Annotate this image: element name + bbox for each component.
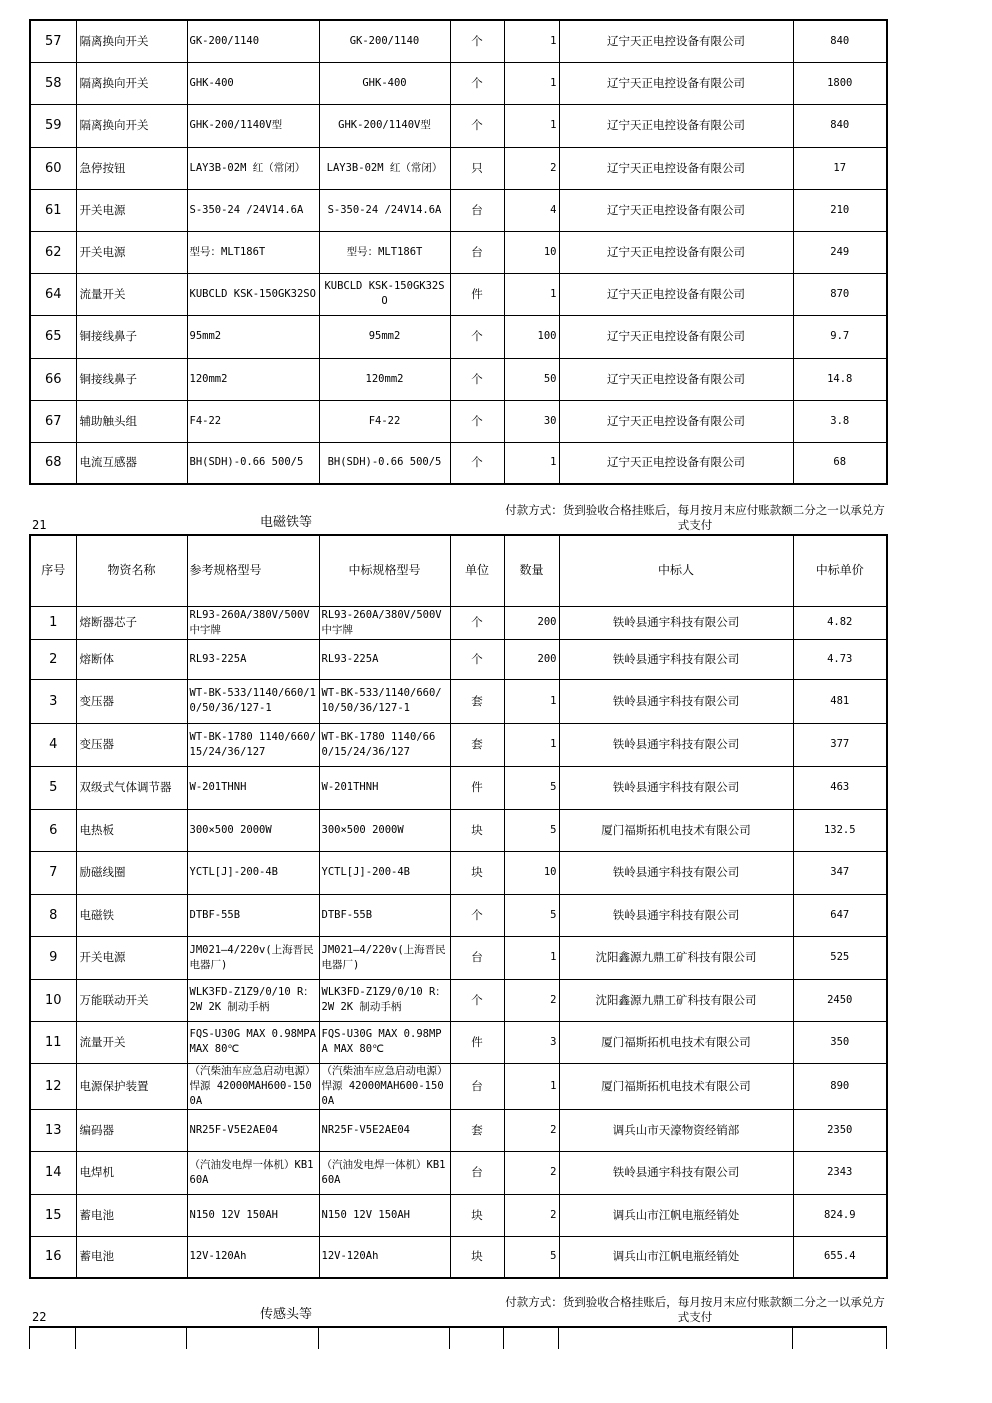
row-number: 57 bbox=[30, 20, 76, 62]
header-winner: 中标人 bbox=[559, 535, 793, 606]
table-row bbox=[30, 723, 887, 766]
winning-bidder: 沈阳鑫源九鼎工矿科技有限公司 bbox=[559, 979, 793, 1021]
table-row bbox=[30, 104, 887, 147]
winning-bidder: 铁岭县通宇科技有限公司 bbox=[559, 723, 793, 766]
ref-spec: BH(SDH)-0.66 500/5 bbox=[187, 442, 319, 484]
quantity: 1 bbox=[504, 723, 559, 766]
bid-spec: BH(SDH)-0.66 500/5 bbox=[319, 442, 450, 484]
quantity: 50 bbox=[504, 358, 559, 400]
header-bid-spec: 中标规格型号 bbox=[319, 535, 450, 606]
bid-spec: KUBCLD KSK-150GK32SO bbox=[319, 273, 450, 315]
bid-spec: YCTL[J]-200-4B bbox=[319, 851, 450, 894]
ref-spec: （汽柴油车应急启动电源）悍源 42000MAH600-1500A bbox=[187, 1063, 319, 1109]
winning-bidder: 铁岭县通宇科技有限公司 bbox=[559, 679, 793, 723]
bid-spec: F4-22 bbox=[319, 400, 450, 442]
ref-spec: F4-22 bbox=[187, 400, 319, 442]
unit-price: 347 bbox=[793, 851, 887, 894]
winning-bidder: 厦门福斯拓机电技术有限公司 bbox=[559, 809, 793, 851]
item-name: 变压器 bbox=[76, 723, 187, 766]
ref-spec: NR25F-V5E2AE04 bbox=[187, 1109, 319, 1151]
unit-price: 463 bbox=[793, 766, 887, 809]
unit: 个 bbox=[450, 894, 504, 936]
ref-spec: RL93-225A bbox=[187, 639, 319, 679]
unit-price: 3.8 bbox=[793, 400, 887, 442]
quantity: 1 bbox=[504, 104, 559, 147]
item-name: 熔断体 bbox=[76, 639, 187, 679]
table-row bbox=[30, 894, 887, 936]
quantity: 4 bbox=[504, 189, 559, 231]
bid-spec: WLK3FD-Z1Z9/0/10 R：2W 2K 制动手柄 bbox=[319, 979, 450, 1021]
table-row bbox=[30, 936, 887, 979]
quantity: 2 bbox=[504, 1194, 559, 1236]
winning-bidder: 辽宁天正电控设备有限公司 bbox=[559, 62, 793, 104]
table-row bbox=[30, 1109, 887, 1151]
quantity: 3 bbox=[504, 1021, 559, 1063]
unit: 件 bbox=[450, 766, 504, 809]
table-row bbox=[30, 1151, 887, 1194]
unit: 台 bbox=[450, 1063, 504, 1109]
bid-spec: （汽柴油车应急启动电源）悍源 42000MAH600-1500A bbox=[319, 1063, 450, 1109]
unit: 台 bbox=[450, 189, 504, 231]
unit-price: 4.73 bbox=[793, 639, 887, 679]
item-name: 变压器 bbox=[76, 679, 187, 723]
quantity: 10 bbox=[504, 231, 559, 273]
header-no: 序号 bbox=[30, 535, 76, 606]
unit-price: 647 bbox=[793, 894, 887, 936]
row-number: 7 bbox=[30, 851, 76, 894]
row-number: 9 bbox=[30, 936, 76, 979]
unit-price: 840 bbox=[793, 20, 887, 62]
quantity: 5 bbox=[504, 894, 559, 936]
unit-price: 870 bbox=[793, 273, 887, 315]
bid-spec: W-201THNH bbox=[319, 766, 450, 809]
unit-price: 377 bbox=[793, 723, 887, 766]
ref-spec: LAY3B-02M 红（常闭） bbox=[187, 147, 319, 189]
unit-price: 17 bbox=[793, 147, 887, 189]
unit: 套 bbox=[450, 679, 504, 723]
row-number: 11 bbox=[30, 1021, 76, 1063]
ref-spec: 95mm2 bbox=[187, 315, 319, 358]
quantity: 30 bbox=[504, 400, 559, 442]
quantity: 200 bbox=[504, 639, 559, 679]
row-number: 5 bbox=[30, 766, 76, 809]
item-name: 蓄电池 bbox=[76, 1194, 187, 1236]
procurement-table-20 bbox=[29, 19, 888, 485]
unit-price: 132.5 bbox=[793, 809, 887, 851]
winning-bidder: 辽宁天正电控设备有限公司 bbox=[559, 400, 793, 442]
item-name: 电焊机 bbox=[76, 1151, 187, 1194]
table-row bbox=[30, 400, 887, 442]
unit-price: 824.9 bbox=[793, 1194, 887, 1236]
item-name: 开关电源 bbox=[76, 231, 187, 273]
item-name: 开关电源 bbox=[76, 189, 187, 231]
bid-spec: FQS-U30G MAX 0.98MPA MAX 80℃ bbox=[319, 1021, 450, 1063]
header-name: 物资名称 bbox=[76, 535, 187, 606]
quantity: 2 bbox=[504, 147, 559, 189]
row-number: 12 bbox=[30, 1063, 76, 1109]
unit: 个 bbox=[450, 315, 504, 358]
quantity: 2 bbox=[504, 1151, 559, 1194]
unit: 块 bbox=[450, 809, 504, 851]
item-name: 电流互感器 bbox=[76, 442, 187, 484]
unit: 块 bbox=[450, 851, 504, 894]
table-row bbox=[30, 442, 887, 484]
bid-spec: GHK-200/1140V型 bbox=[319, 104, 450, 147]
unit: 个 bbox=[450, 20, 504, 62]
bid-spec: JM021—4/220v(上海晋民电器厂) bbox=[319, 936, 450, 979]
item-name: 辅助触头组 bbox=[76, 400, 187, 442]
unit: 个 bbox=[450, 62, 504, 104]
bid-spec: 型号：MLT186T bbox=[319, 231, 450, 273]
quantity: 1 bbox=[504, 442, 559, 484]
bid-spec: N150 12V 150AH bbox=[319, 1194, 450, 1236]
item-name: 急停按钮 bbox=[76, 147, 187, 189]
item-name: 蓄电池 bbox=[76, 1236, 187, 1278]
bid-spec: GK-200/1140 bbox=[319, 20, 450, 62]
quantity: 1 bbox=[504, 62, 559, 104]
row-number: 10 bbox=[30, 979, 76, 1021]
winning-bidder: 辽宁天正电控设备有限公司 bbox=[559, 147, 793, 189]
bid-spec: 12V-120Ah bbox=[319, 1236, 450, 1278]
table-row bbox=[30, 20, 887, 62]
bid-spec: GHK-400 bbox=[319, 62, 450, 104]
unit: 个 bbox=[450, 400, 504, 442]
unit-price: 350 bbox=[793, 1021, 887, 1063]
ref-spec: S-350-24 /24V14.6A bbox=[187, 189, 319, 231]
unit: 个 bbox=[450, 442, 504, 484]
ref-spec: WT-BK-533/1140/660/10/50/36/127-1 bbox=[187, 679, 319, 723]
winning-bidder: 辽宁天正电控设备有限公司 bbox=[559, 315, 793, 358]
unit-price: 249 bbox=[793, 231, 887, 273]
item-name: 开关电源 bbox=[76, 936, 187, 979]
unit: 个 bbox=[450, 639, 504, 679]
item-name: 铜接线鼻子 bbox=[76, 315, 187, 358]
unit: 只 bbox=[450, 147, 504, 189]
bid-spec: （汽油发电焊一体机）KB160A bbox=[319, 1151, 450, 1194]
winning-bidder: 铁岭县通宇科技有限公司 bbox=[559, 766, 793, 809]
ref-spec: （汽油发电焊一体机）KB160A bbox=[187, 1151, 319, 1194]
header-ref-spec: 参考规格型号 bbox=[187, 535, 319, 606]
winning-bidder: 厦门福斯拓机电技术有限公司 bbox=[559, 1063, 793, 1109]
unit-price: 890 bbox=[793, 1063, 887, 1109]
winning-bidder: 铁岭县通宇科技有限公司 bbox=[559, 851, 793, 894]
row-number: 58 bbox=[30, 62, 76, 104]
quantity: 1 bbox=[504, 273, 559, 315]
unit-price: 2450 bbox=[793, 979, 887, 1021]
table-row bbox=[30, 147, 887, 189]
ref-spec: 型号：MLT186T bbox=[187, 231, 319, 273]
row-number: 4 bbox=[30, 723, 76, 766]
table-row bbox=[30, 606, 887, 639]
unit-price: 9.7 bbox=[793, 315, 887, 358]
table-row bbox=[30, 979, 887, 1021]
unit-price: 14.8 bbox=[793, 358, 887, 400]
unit: 个 bbox=[450, 104, 504, 147]
winning-bidder: 铁岭县通宇科技有限公司 bbox=[559, 606, 793, 639]
bid-spec: WT-BK-1780 1140/660/15/24/36/127 bbox=[319, 723, 450, 766]
bid-spec: WT-BK-533/1140/660/10/50/36/127-1 bbox=[319, 679, 450, 723]
ref-spec: RL93-260A/380V/500V 中宇牌 bbox=[187, 606, 319, 639]
ref-spec: DTBF-55B bbox=[187, 894, 319, 936]
table-row bbox=[30, 62, 887, 104]
bid-spec: 95mm2 bbox=[319, 315, 450, 358]
row-number: 1 bbox=[30, 606, 76, 639]
item-name: 励磁线圈 bbox=[76, 851, 187, 894]
unit: 个 bbox=[450, 979, 504, 1021]
table-header-row bbox=[30, 535, 887, 606]
item-name: 双级式气体调节器 bbox=[76, 766, 187, 809]
item-name: 万能联动开关 bbox=[76, 979, 187, 1021]
row-number: 66 bbox=[30, 358, 76, 400]
table-row bbox=[30, 851, 887, 894]
row-number: 62 bbox=[30, 231, 76, 273]
row-number: 65 bbox=[30, 315, 76, 358]
item-name: 隔离换向开关 bbox=[76, 104, 187, 147]
unit: 台 bbox=[450, 936, 504, 979]
ref-spec: WT-BK-1780 1140/660/15/24/36/127 bbox=[187, 723, 319, 766]
ref-spec: W-201THNH bbox=[187, 766, 319, 809]
ref-spec: WLK3FD-Z1Z9/0/10 R：2W 2K 制动手柄 bbox=[187, 979, 319, 1021]
winning-bidder: 铁岭县通宇科技有限公司 bbox=[559, 1151, 793, 1194]
quantity: 200 bbox=[504, 606, 559, 639]
row-number: 68 bbox=[30, 442, 76, 484]
table-row bbox=[30, 809, 887, 851]
table-row bbox=[30, 1236, 887, 1278]
winning-bidder: 沈阳鑫源九鼎工矿科技有限公司 bbox=[559, 936, 793, 979]
payment-terms: 付款方式：货到验收合格挂账后，每月按月末应付账款额二分之一以承兑方式支付 bbox=[505, 503, 885, 532]
ref-spec: 12V-120Ah bbox=[187, 1236, 319, 1278]
section-number: 22 bbox=[32, 1310, 47, 1324]
table-header-row bbox=[30, 1327, 887, 1349]
unit: 个 bbox=[450, 606, 504, 639]
winning-bidder: 辽宁天正电控设备有限公司 bbox=[559, 189, 793, 231]
section-title: 电磁铁等 bbox=[260, 515, 313, 530]
winning-bidder: 辽宁天正电控设备有限公司 bbox=[559, 442, 793, 484]
unit-price: 481 bbox=[793, 679, 887, 723]
unit-price: 840 bbox=[793, 104, 887, 147]
ref-spec: N150 12V 150AH bbox=[187, 1194, 319, 1236]
unit-price: 525 bbox=[793, 936, 887, 979]
header-qty: 数量 bbox=[504, 535, 559, 606]
table-row bbox=[30, 231, 887, 273]
winning-bidder: 调兵山市江帆电瓶经销处 bbox=[559, 1236, 793, 1278]
row-number: 6 bbox=[30, 809, 76, 851]
table-row bbox=[30, 1194, 887, 1236]
ref-spec: GHK-200/1140V型 bbox=[187, 104, 319, 147]
table-row bbox=[30, 315, 887, 358]
winning-bidder: 辽宁天正电控设备有限公司 bbox=[559, 273, 793, 315]
bid-spec: 300×500 2000W bbox=[319, 809, 450, 851]
bid-spec: NR25F-V5E2AE04 bbox=[319, 1109, 450, 1151]
quantity: 5 bbox=[504, 766, 559, 809]
item-name: 电热板 bbox=[76, 809, 187, 851]
unit: 套 bbox=[450, 1109, 504, 1151]
ref-spec: YCTL[J]-200-4B bbox=[187, 851, 319, 894]
table-row bbox=[30, 679, 887, 723]
quantity: 1 bbox=[504, 936, 559, 979]
winning-bidder: 铁岭县通宇科技有限公司 bbox=[559, 639, 793, 679]
unit: 块 bbox=[450, 1194, 504, 1236]
table-row bbox=[30, 1063, 887, 1109]
quantity: 1 bbox=[504, 20, 559, 62]
ref-spec: GK-200/1140 bbox=[187, 20, 319, 62]
quantity: 5 bbox=[504, 809, 559, 851]
table-row bbox=[30, 639, 887, 679]
header-price: 中标单价 bbox=[793, 535, 887, 606]
bid-spec: LAY3B-02M 红（常闭） bbox=[319, 147, 450, 189]
item-name: 流量开关 bbox=[76, 273, 187, 315]
winning-bidder: 辽宁天正电控设备有限公司 bbox=[559, 231, 793, 273]
winning-bidder: 辽宁天正电控设备有限公司 bbox=[559, 104, 793, 147]
bid-spec: RL93-260A/380V/500V 中宇牌 bbox=[319, 606, 450, 639]
ref-spec: 300×500 2000W bbox=[187, 809, 319, 851]
row-number: 2 bbox=[30, 639, 76, 679]
row-number: 13 bbox=[30, 1109, 76, 1151]
unit: 台 bbox=[450, 231, 504, 273]
unit-price: 2350 bbox=[793, 1109, 887, 1151]
ref-spec: FQS-U30G MAX 0.98MPA MAX 80℃ bbox=[187, 1021, 319, 1063]
winning-bidder: 铁岭县通宇科技有限公司 bbox=[559, 894, 793, 936]
ref-spec: 120mm2 bbox=[187, 358, 319, 400]
ref-spec: GHK-400 bbox=[187, 62, 319, 104]
quantity: 2 bbox=[504, 979, 559, 1021]
item-name: 隔离换向开关 bbox=[76, 62, 187, 104]
unit-price: 655.4 bbox=[793, 1236, 887, 1278]
bid-spec: RL93-225A bbox=[319, 639, 450, 679]
unit-price: 2343 bbox=[793, 1151, 887, 1194]
row-number: 16 bbox=[30, 1236, 76, 1278]
quantity: 1 bbox=[504, 679, 559, 723]
bid-spec: 120mm2 bbox=[319, 358, 450, 400]
item-name: 流量开关 bbox=[76, 1021, 187, 1063]
row-number: 64 bbox=[30, 273, 76, 315]
unit-price: 1800 bbox=[793, 62, 887, 104]
winning-bidder: 辽宁天正电控设备有限公司 bbox=[559, 358, 793, 400]
row-number: 14 bbox=[30, 1151, 76, 1194]
quantity: 5 bbox=[504, 1236, 559, 1278]
bid-spec: S-350-24 /24V14.6A bbox=[319, 189, 450, 231]
unit: 块 bbox=[450, 1236, 504, 1278]
item-name: 编码器 bbox=[76, 1109, 187, 1151]
row-number: 3 bbox=[30, 679, 76, 723]
winning-bidder: 调兵山市天濠物资经销部 bbox=[559, 1109, 793, 1151]
unit: 件 bbox=[450, 273, 504, 315]
quantity: 10 bbox=[504, 851, 559, 894]
row-number: 15 bbox=[30, 1194, 76, 1236]
payment-terms: 付款方式：货到验收合格挂账后，每月按月末应付账款额二分之一以承兑方式支付 bbox=[505, 1295, 885, 1324]
item-name: 电源保护装置 bbox=[76, 1063, 187, 1109]
unit-price: 210 bbox=[793, 189, 887, 231]
item-name: 熔断器芯子 bbox=[76, 606, 187, 639]
header-unit: 单位 bbox=[450, 535, 504, 606]
table-row bbox=[30, 1021, 887, 1063]
table-row bbox=[30, 358, 887, 400]
table-row bbox=[30, 189, 887, 231]
section-number: 21 bbox=[32, 518, 47, 532]
table-row bbox=[30, 766, 887, 809]
winning-bidder: 厦门福斯拓机电技术有限公司 bbox=[559, 1021, 793, 1063]
quantity: 100 bbox=[504, 315, 559, 358]
item-name: 电磁铁 bbox=[76, 894, 187, 936]
bid-spec: DTBF-55B bbox=[319, 894, 450, 936]
row-number: 60 bbox=[30, 147, 76, 189]
unit-price: 68 bbox=[793, 442, 887, 484]
item-name: 铜接线鼻子 bbox=[76, 358, 187, 400]
row-number: 67 bbox=[30, 400, 76, 442]
procurement-table-22 bbox=[29, 1326, 887, 1349]
row-number: 61 bbox=[30, 189, 76, 231]
unit-price: 4.82 bbox=[793, 606, 887, 639]
section-title: 传感头等 bbox=[260, 1307, 313, 1322]
item-name: 隔离换向开关 bbox=[76, 20, 187, 62]
row-number: 59 bbox=[30, 104, 76, 147]
unit: 件 bbox=[450, 1021, 504, 1063]
winning-bidder: 调兵山市江帆电瓶经销处 bbox=[559, 1194, 793, 1236]
quantity: 1 bbox=[504, 1063, 559, 1109]
unit: 台 bbox=[450, 1151, 504, 1194]
ref-spec: KUBCLD KSK-150GK32SO bbox=[187, 273, 319, 315]
quantity: 2 bbox=[504, 1109, 559, 1151]
unit: 个 bbox=[450, 358, 504, 400]
row-number: 8 bbox=[30, 894, 76, 936]
table-row bbox=[30, 273, 887, 315]
unit: 套 bbox=[450, 723, 504, 766]
winning-bidder: 辽宁天正电控设备有限公司 bbox=[559, 20, 793, 62]
procurement-table-21 bbox=[29, 534, 888, 1279]
ref-spec: JM021—4/220v(上海晋民电器厂) bbox=[187, 936, 319, 979]
